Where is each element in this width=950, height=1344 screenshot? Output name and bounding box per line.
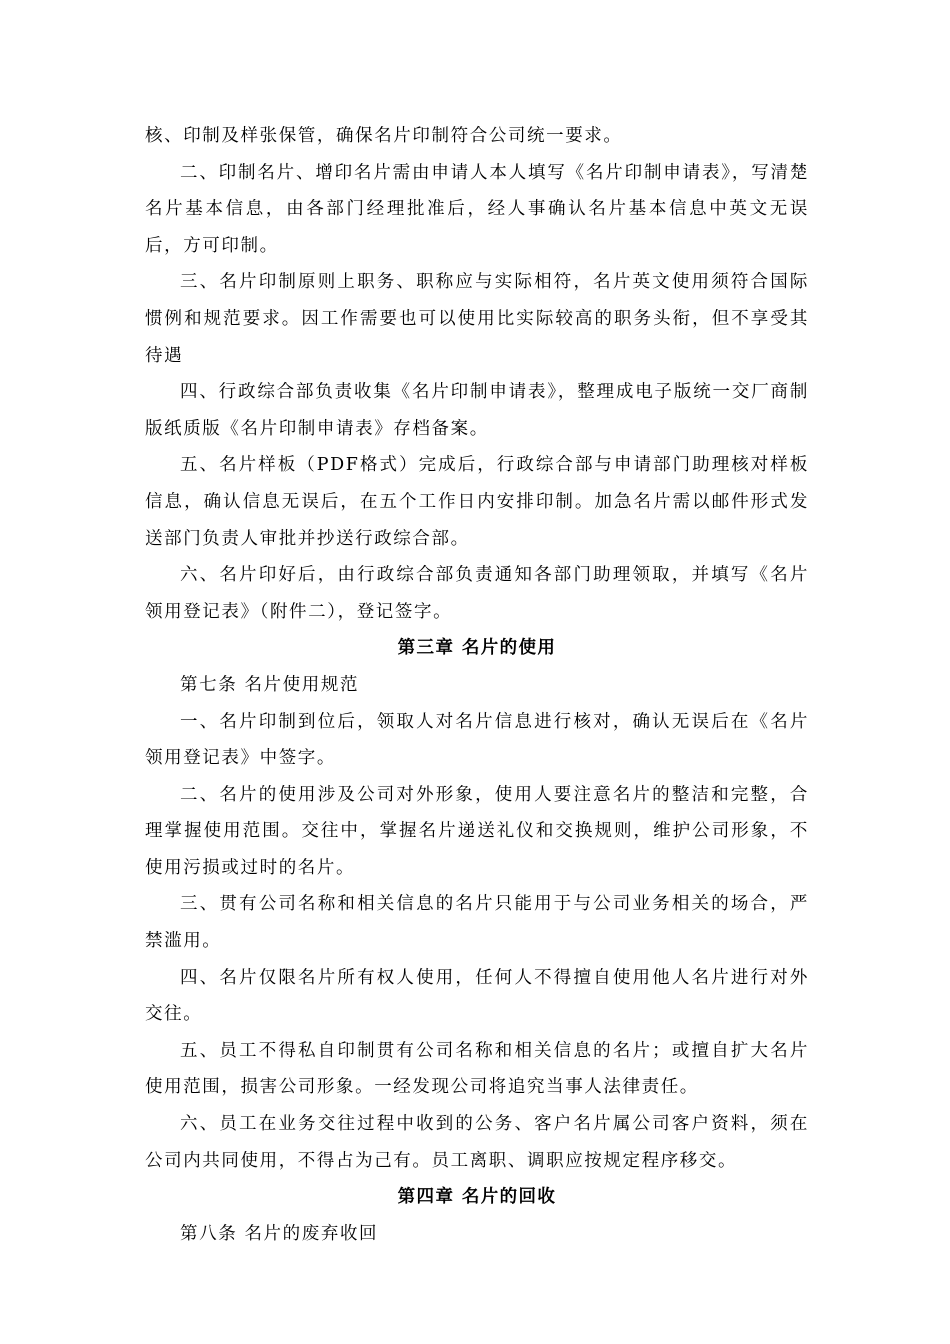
paragraph-item-2: 二、印制名片、增印名片需由申请人本人填写《名片印制申请表》，写清楚名片基本信息，由各部门经理批准后，经人事确认名片基本信息中英文无误后，方可印制。 — [145, 162, 809, 256]
document-body — [145, 118, 809, 1252]
paragraph-continuation: 核、印制及样张保管，确保名片印制符合公司统一要求。 — [145, 126, 623, 146]
usage-item-2: 二、名片的使用涉及公司对外形象，使用人要注意名片的整洁和完整，合理掌握使用范围。交往中，掌握名片递送礼仪和交换规则，维护公司形象，不使用污损或过时的名片。 — [145, 784, 809, 878]
chapter-3-heading: 第三章 名片的使用 — [397, 638, 557, 659]
usage-item-4: 四、名片仅限名片所有权人使用，任何人不得擅自使用他人名片进行对外交往。 — [145, 967, 809, 1025]
paragraph-item-3: 三、名片印制原则上职务、职称应与实际相符，名片英文使用须符合国际惯例和规范要求。因工作需要也可以使用比实际较高的职务头衔，但不享受其待遇 — [145, 272, 809, 366]
usage-item-6: 六、员工在业务交往过程中收到的公务、客户名片属公司客户资料，须在公司内共同使用，不得占为己有。员工离职、调职应按规定程序移交。 — [145, 1114, 809, 1171]
usage-item-5: 五、员工不得私自印制贯有公司名称和相关信息的名片；或擅自扩大名片使用范围，损害公司形象。一经发现公司将追究当事人法律责任。 — [145, 1040, 809, 1098]
article-8-heading: 第八条 名片的废弃收回 — [180, 1223, 379, 1244]
chapter-4-heading: 第四章 名片的回收 — [397, 1187, 557, 1208]
usage-item-3: 三、贯有公司名称和相关信息的名片只能用于与公司业务相关的场合，严禁滥用。 — [145, 894, 809, 952]
usage-item-1: 一、名片印制到位后，领取人对名片信息进行核对，确认无误后在《名片领用登记表》中签字。 — [145, 711, 809, 769]
article-7-heading: 第七条 名片使用规范 — [180, 674, 360, 695]
paragraph-item-4: 四、行政综合部负责收集《名片印制申请表》，整理成电子版统一交厂商制版纸质版《名片印制申请表》存档备案。 — [145, 382, 809, 439]
paragraph-item-6: 六、名片印好后，由行政综合部负责通知各部门助理领取，并填写《名片领用登记表》（附件二），登记签字。 — [145, 565, 809, 622]
paragraph-item-5: 五、名片样板（PDF格式）完成后，行政综合部与申请部门助理核对样板信息，确认信息无误后，在五个工作日内安排印制。加急名片需以邮件形式发送部门负责人审批并抄送行政综合部。 — [145, 455, 809, 549]
